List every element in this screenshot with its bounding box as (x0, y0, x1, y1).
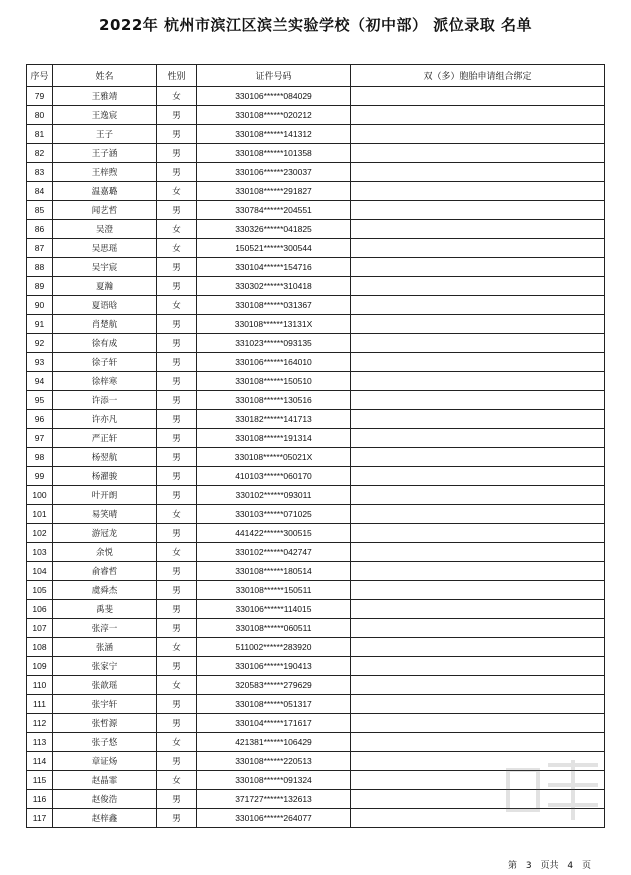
cell-id-number: 330106******084029 (197, 87, 351, 106)
table-row (27, 486, 605, 505)
table-row (27, 125, 605, 144)
cell-gender: 男 (157, 448, 197, 467)
cell-gender: 女 (157, 87, 197, 106)
cell-serial-number: 80 (27, 106, 53, 125)
cell-id-number: 330108******291827 (197, 182, 351, 201)
cell-twins-binding (351, 410, 605, 429)
cell-twins-binding (351, 505, 605, 524)
cell-serial-number: 83 (27, 163, 53, 182)
cell-id-number: 371727******132613 (197, 790, 351, 809)
cell-serial-number: 95 (27, 391, 53, 410)
cell-serial-number: 105 (27, 581, 53, 600)
table-body (27, 87, 605, 828)
cell-twins-binding (351, 733, 605, 752)
table-row (27, 543, 605, 562)
cell-serial-number: 111 (27, 695, 53, 714)
cell-twins-binding (351, 600, 605, 619)
table-row (27, 448, 605, 467)
cell-serial-number: 109 (27, 657, 53, 676)
cell-name: 王梓煦 (53, 163, 157, 182)
cell-gender: 男 (157, 353, 197, 372)
table-row (27, 144, 605, 163)
cell-gender: 男 (157, 163, 197, 182)
cell-serial-number: 84 (27, 182, 53, 201)
cell-name: 徐梓寒 (53, 372, 157, 391)
cell-twins-binding (351, 562, 605, 581)
cell-name: 张哲源 (53, 714, 157, 733)
cell-id-number: 330106******164010 (197, 353, 351, 372)
cell-gender: 男 (157, 619, 197, 638)
cell-twins-binding (351, 657, 605, 676)
table-row (27, 676, 605, 695)
cell-name: 张子悠 (53, 733, 157, 752)
cell-gender: 男 (157, 714, 197, 733)
cell-id-number: 330108******180514 (197, 562, 351, 581)
cell-serial-number: 87 (27, 239, 53, 258)
cell-id-number: 330108******101358 (197, 144, 351, 163)
cell-serial-number: 89 (27, 277, 53, 296)
cell-name: 易笑晴 (53, 505, 157, 524)
cell-serial-number: 113 (27, 733, 53, 752)
cell-gender: 男 (157, 315, 197, 334)
cell-serial-number: 117 (27, 809, 53, 828)
cell-serial-number: 116 (27, 790, 53, 809)
cell-id-number: 330108******091324 (197, 771, 351, 790)
cell-serial-number: 97 (27, 429, 53, 448)
cell-id-number: 441422******300515 (197, 524, 351, 543)
table-row (27, 600, 605, 619)
table-row (27, 182, 605, 201)
page-total: 4 (567, 861, 574, 871)
cell-id-number: 330106******190413 (197, 657, 351, 676)
cell-gender: 女 (157, 182, 197, 201)
cell-serial-number: 107 (27, 619, 53, 638)
cell-id-number: 150521******300544 (197, 239, 351, 258)
cell-name: 王子 (53, 125, 157, 144)
cell-id-number: 330108******141312 (197, 125, 351, 144)
cell-id-number: 331023******093135 (197, 334, 351, 353)
cell-serial-number: 96 (27, 410, 53, 429)
table-row (27, 562, 605, 581)
cell-gender: 男 (157, 391, 197, 410)
cell-name: 闻艺哲 (53, 201, 157, 220)
cell-name: 温嘉璐 (53, 182, 157, 201)
page-prefix: 第 (507, 861, 517, 871)
cell-gender: 女 (157, 239, 197, 258)
cell-name: 徐有成 (53, 334, 157, 353)
table-row (27, 258, 605, 277)
cell-serial-number: 99 (27, 467, 53, 486)
cell-gender: 女 (157, 505, 197, 524)
cell-gender: 男 (157, 562, 197, 581)
cell-id-number: 330103******071025 (197, 505, 351, 524)
cell-name: 张家宁 (53, 657, 157, 676)
cell-twins-binding (351, 258, 605, 277)
cell-twins-binding (351, 676, 605, 695)
cell-id-number: 330108******05021X (197, 448, 351, 467)
cell-serial-number: 100 (27, 486, 53, 505)
cell-name: 吴澄 (53, 220, 157, 239)
cell-serial-number: 94 (27, 372, 53, 391)
cell-gender: 男 (157, 600, 197, 619)
table-row (27, 353, 605, 372)
cell-name: 章证炀 (53, 752, 157, 771)
cell-gender: 女 (157, 296, 197, 315)
cell-twins-binding (351, 581, 605, 600)
table-row (27, 315, 605, 334)
header-id-number: 证件号码 (197, 65, 351, 87)
cell-gender: 男 (157, 752, 197, 771)
cell-twins-binding (351, 714, 605, 733)
cell-twins-binding (351, 106, 605, 125)
page-mid: 页共 (540, 861, 559, 871)
cell-id-number: 330104******171617 (197, 714, 351, 733)
cell-name: 俞睿哲 (53, 562, 157, 581)
cell-twins-binding (351, 296, 605, 315)
cell-name: 赵晶霏 (53, 771, 157, 790)
cell-twins-binding (351, 220, 605, 239)
table-row (27, 87, 605, 106)
cell-id-number: 330102******093011 (197, 486, 351, 505)
cell-twins-binding (351, 638, 605, 657)
cell-gender: 男 (157, 125, 197, 144)
table-row (27, 657, 605, 676)
cell-serial-number: 85 (27, 201, 53, 220)
cell-twins-binding (351, 334, 605, 353)
cell-id-number: 330108******220513 (197, 752, 351, 771)
cell-gender: 女 (157, 543, 197, 562)
cell-name: 肖楚航 (53, 315, 157, 334)
cell-id-number: 511002******283920 (197, 638, 351, 657)
cell-name: 杨濯骏 (53, 467, 157, 486)
cell-serial-number: 110 (27, 676, 53, 695)
cell-gender: 男 (157, 277, 197, 296)
cell-twins-binding (351, 182, 605, 201)
table-row (27, 296, 605, 315)
cell-twins-binding (351, 87, 605, 106)
cell-id-number: 421381******106429 (197, 733, 351, 752)
cell-name: 吴宇宸 (53, 258, 157, 277)
cell-id-number: 320583******279629 (197, 676, 351, 695)
cell-twins-binding (351, 315, 605, 334)
document-title: 2022年 杭州市滨江区滨兰实验学校（初中部） 派位录取 名单 (99, 16, 532, 34)
table-row (27, 467, 605, 486)
cell-gender: 男 (157, 106, 197, 125)
cell-id-number: 330108******150511 (197, 581, 351, 600)
cell-gender: 女 (157, 638, 197, 657)
cell-name: 夏语晗 (53, 296, 157, 315)
cell-id-number: 330104******154716 (197, 258, 351, 277)
table-row (27, 239, 605, 258)
cell-id-number: 330108******130516 (197, 391, 351, 410)
cell-serial-number: 114 (27, 752, 53, 771)
cell-gender: 男 (157, 657, 197, 676)
admission-roster-table (26, 64, 605, 828)
cell-gender: 女 (157, 771, 197, 790)
cell-twins-binding (351, 239, 605, 258)
cell-twins-binding (351, 144, 605, 163)
cell-twins-binding (351, 695, 605, 714)
cell-id-number: 330106******264077 (197, 809, 351, 828)
cell-twins-binding (351, 429, 605, 448)
table-row (27, 106, 605, 125)
cell-serial-number: 106 (27, 600, 53, 619)
cell-name: 杨翌航 (53, 448, 157, 467)
cell-gender: 男 (157, 258, 197, 277)
cell-serial-number: 101 (27, 505, 53, 524)
header-twins-binding: 双（多）胞胎申请组合绑定 (351, 65, 605, 87)
cell-serial-number: 79 (27, 87, 53, 106)
cell-serial-number: 98 (27, 448, 53, 467)
table-row (27, 334, 605, 353)
table-header-row (27, 65, 605, 87)
cell-name: 严正轩 (53, 429, 157, 448)
cell-gender: 男 (157, 524, 197, 543)
cell-gender: 男 (157, 372, 197, 391)
cell-id-number: 330784******204551 (197, 201, 351, 220)
cell-twins-binding (351, 524, 605, 543)
cell-twins-binding (351, 448, 605, 467)
cell-gender: 男 (157, 467, 197, 486)
page-current: 3 (525, 861, 532, 871)
cell-twins-binding (351, 486, 605, 505)
cell-id-number: 330108******051317 (197, 695, 351, 714)
cell-twins-binding (351, 353, 605, 372)
cell-name: 张淳一 (53, 619, 157, 638)
page-suffix: 页 (581, 861, 591, 871)
cell-gender: 女 (157, 676, 197, 695)
table-row (27, 220, 605, 239)
cell-id-number: 330108******191314 (197, 429, 351, 448)
cell-gender: 男 (157, 334, 197, 353)
header-name: 姓名 (53, 65, 157, 87)
cell-name: 张涵 (53, 638, 157, 657)
cell-id-number: 330182******141713 (197, 410, 351, 429)
cell-id-number: 330106******114015 (197, 600, 351, 619)
cell-serial-number: 115 (27, 771, 53, 790)
cell-id-number: 330108******060511 (197, 619, 351, 638)
cell-name: 余悦 (53, 543, 157, 562)
cell-name: 张歆瑶 (53, 676, 157, 695)
cell-serial-number: 81 (27, 125, 53, 144)
cell-id-number: 330106******230037 (197, 163, 351, 182)
cell-serial-number: 88 (27, 258, 53, 277)
cell-twins-binding (351, 467, 605, 486)
cell-id-number: 330108******13131X (197, 315, 351, 334)
cell-serial-number: 82 (27, 144, 53, 163)
table-row (27, 391, 605, 410)
table-row (27, 277, 605, 296)
cell-id-number: 330108******031367 (197, 296, 351, 315)
cell-serial-number: 112 (27, 714, 53, 733)
table-row (27, 429, 605, 448)
page-indicator (502, 858, 591, 871)
cell-gender: 男 (157, 581, 197, 600)
cell-serial-number: 102 (27, 524, 53, 543)
cell-twins-binding (351, 163, 605, 182)
cell-id-number: 330102******042747 (197, 543, 351, 562)
cell-serial-number: 108 (27, 638, 53, 657)
cell-gender: 男 (157, 429, 197, 448)
table-row (27, 695, 605, 714)
table-row (27, 505, 605, 524)
cell-serial-number: 92 (27, 334, 53, 353)
table-row (27, 581, 605, 600)
cell-name: 赵俊浩 (53, 790, 157, 809)
header-gender: 性别 (157, 65, 197, 87)
table-row (27, 733, 605, 752)
cell-gender: 男 (157, 790, 197, 809)
table-row (27, 372, 605, 391)
table-row (27, 638, 605, 657)
table-row (27, 619, 605, 638)
cell-name: 禹斐 (53, 600, 157, 619)
cell-name: 吴思瑶 (53, 239, 157, 258)
cell-gender: 男 (157, 410, 197, 429)
cell-name: 张宇轩 (53, 695, 157, 714)
cell-serial-number: 90 (27, 296, 53, 315)
cell-twins-binding (351, 619, 605, 638)
cell-name: 叶开朗 (53, 486, 157, 505)
cell-twins-binding (351, 372, 605, 391)
cell-gender: 男 (157, 809, 197, 828)
cell-gender: 女 (157, 733, 197, 752)
cell-twins-binding (351, 391, 605, 410)
cell-serial-number: 103 (27, 543, 53, 562)
table-row (27, 163, 605, 182)
cell-name: 王子涵 (53, 144, 157, 163)
cell-serial-number: 91 (27, 315, 53, 334)
cell-name: 赵梓鑫 (53, 809, 157, 828)
cell-name: 许亦凡 (53, 410, 157, 429)
header-serial-number: 序号 (27, 65, 53, 87)
table-row (27, 524, 605, 543)
cell-gender: 男 (157, 486, 197, 505)
cell-name: 虞舜杰 (53, 581, 157, 600)
cell-id-number: 330302******310418 (197, 277, 351, 296)
cell-twins-binding (351, 277, 605, 296)
cell-id-number: 330108******020212 (197, 106, 351, 125)
cell-gender: 男 (157, 695, 197, 714)
cell-gender: 男 (157, 201, 197, 220)
cell-twins-binding (351, 201, 605, 220)
cell-gender: 女 (157, 220, 197, 239)
cell-name: 许添一 (53, 391, 157, 410)
cell-gender: 男 (157, 144, 197, 163)
cell-name: 徐子轩 (53, 353, 157, 372)
cell-name: 王雅靖 (53, 87, 157, 106)
cell-name: 王逸宸 (53, 106, 157, 125)
cell-id-number: 330108******150510 (197, 372, 351, 391)
cell-name: 夏瀚 (53, 277, 157, 296)
seal-watermark-icon (498, 750, 608, 830)
table-row (27, 201, 605, 220)
cell-serial-number: 86 (27, 220, 53, 239)
table-row (27, 714, 605, 733)
cell-twins-binding (351, 543, 605, 562)
cell-id-number: 410103******060170 (197, 467, 351, 486)
cell-serial-number: 104 (27, 562, 53, 581)
cell-name: 游冠龙 (53, 524, 157, 543)
cell-twins-binding (351, 125, 605, 144)
table-row (27, 410, 605, 429)
cell-serial-number: 93 (27, 353, 53, 372)
cell-id-number: 330326******041825 (197, 220, 351, 239)
